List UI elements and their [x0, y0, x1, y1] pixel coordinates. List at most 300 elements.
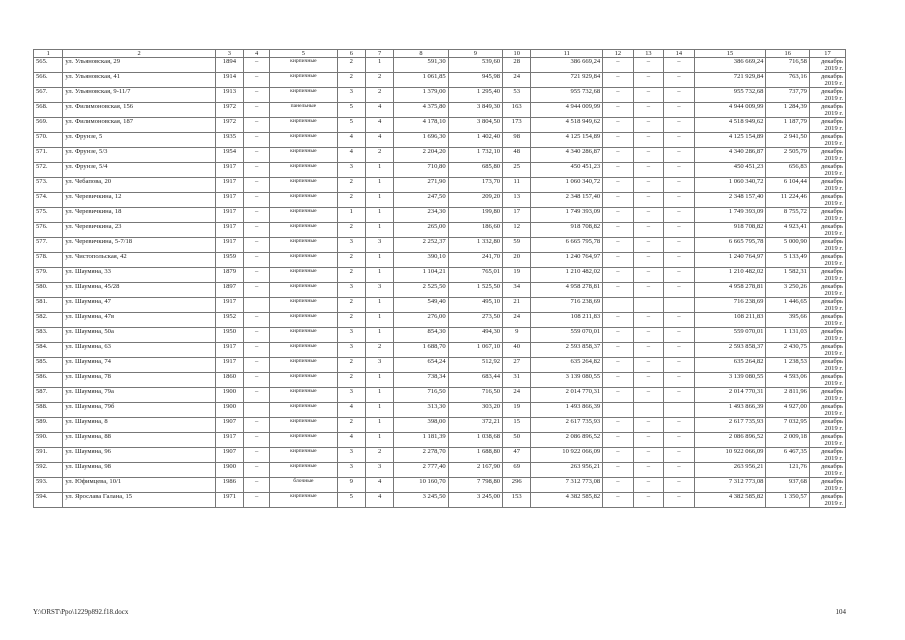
- cell-cost-total: 263 956,21: [531, 463, 603, 478]
- cell-entrances: 3: [365, 283, 393, 298]
- cell-cost-fund: –: [603, 163, 633, 178]
- cell-cost-total: 2 086 896,52: [531, 433, 603, 448]
- cell-cost-budget: –: [633, 193, 663, 208]
- table-row: [34, 118, 846, 133]
- cell-address: ул. Шаумяна, 47в: [63, 313, 215, 328]
- cell-completion-term: декабрь 2019 г.: [809, 118, 845, 133]
- cell-year-reconstructed: –: [244, 73, 270, 88]
- cell-total-area: 276,00: [394, 313, 448, 328]
- cell-year-reconstructed: –: [244, 118, 270, 133]
- cell-row-number: 580.: [34, 283, 63, 298]
- cell-row-number: 571.: [34, 148, 63, 163]
- cell-cost-total-2: 3 139 080,55: [694, 373, 766, 388]
- cell-cost-total-2: 635 264,82: [694, 358, 766, 373]
- cell-cost-owners: –: [664, 103, 694, 118]
- column-number-header: 12: [603, 50, 633, 58]
- cell-cost-fund: –: [603, 313, 633, 328]
- cell-year-reconstructed: –: [244, 493, 270, 508]
- cell-entrances: 1: [365, 163, 393, 178]
- table-row: [34, 178, 846, 193]
- cell-year-built: 1986: [215, 478, 243, 493]
- cell-cost-budget: –: [633, 478, 663, 493]
- cell-cost-budget: –: [633, 208, 663, 223]
- cell-address: ул. Шаумяна, 96: [63, 448, 215, 463]
- column-number-header: 13: [633, 50, 663, 58]
- cell-year-reconstructed: –: [244, 388, 270, 403]
- cell-living-area: 186,60: [448, 223, 502, 238]
- cell-cost-per-m2: 3 250,26: [766, 283, 810, 298]
- cell-total-area: 265,00: [394, 223, 448, 238]
- cell-address: ул. Шаумяна, 63: [63, 343, 215, 358]
- table-row: [34, 283, 846, 298]
- cell-row-number: 574.: [34, 193, 63, 208]
- cell-completion-term: декабрь 2019 г.: [809, 163, 845, 178]
- cell-cost-owners: –: [664, 433, 694, 448]
- cell-completion-term: декабрь 2019 г.: [809, 148, 845, 163]
- column-number-header: 14: [664, 50, 694, 58]
- cell-year-reconstructed: –: [244, 343, 270, 358]
- cell-cost-budget: –: [633, 388, 663, 403]
- table-row: [34, 148, 846, 163]
- cell-total-area: 854,30: [394, 328, 448, 343]
- cell-completion-term: декабрь 2019 г.: [809, 493, 845, 508]
- cell-wall-material: кирпичные: [270, 133, 337, 148]
- cell-cost-total-2: 2 617 735,93: [694, 418, 766, 433]
- cell-year-reconstructed: [244, 403, 270, 418]
- cell-cost-per-m2: 763,16: [766, 73, 810, 88]
- cell-floors: 2: [337, 298, 365, 313]
- cell-cost-owners: –: [664, 283, 694, 298]
- cell-row-number: 576.: [34, 223, 63, 238]
- column-number-header: 1: [34, 50, 63, 58]
- cell-completion-term: декабрь 2019 г.: [809, 298, 845, 313]
- cell-wall-material: кирпичные: [270, 268, 337, 283]
- cell-completion-term: декабрь 2019 г.: [809, 418, 845, 433]
- table-row: [34, 208, 846, 223]
- cell-entrances: 4: [365, 478, 393, 493]
- cell-year-built: 1917: [215, 223, 243, 238]
- cell-cost-total: 4 340 286,87: [531, 148, 603, 163]
- cell-wall-material: кирпичные: [270, 388, 337, 403]
- cell-total-area: 1 104,21: [394, 268, 448, 283]
- cell-living-area: 945,98: [448, 73, 502, 88]
- cell-cost-budget: –: [633, 118, 663, 133]
- cell-floors: 2: [337, 268, 365, 283]
- cell-year-reconstructed: –: [244, 283, 270, 298]
- cell-cost-total: 918 708,82: [531, 223, 603, 238]
- cell-year-reconstructed: –: [244, 268, 270, 283]
- table-row: [34, 388, 846, 403]
- cell-wall-material: кирпичные: [270, 208, 337, 223]
- cell-cost-total: 7 312 773,08: [531, 478, 603, 493]
- cell-cost-per-m2: 2 505,79: [766, 148, 810, 163]
- cell-residents: 34: [503, 283, 531, 298]
- cell-total-area: 1 379,00: [394, 88, 448, 103]
- cell-cost-per-m2: 5 000,90: [766, 238, 810, 253]
- cell-cost-per-m2: 1 582,31: [766, 268, 810, 283]
- table-row: [34, 73, 846, 88]
- cell-row-number: 584.: [34, 343, 63, 358]
- cell-floors: 5: [337, 118, 365, 133]
- cell-living-area: 1 295,40: [448, 88, 502, 103]
- cell-floors: 2: [337, 313, 365, 328]
- cell-year-reconstructed: –: [244, 163, 270, 178]
- table-row: [34, 238, 846, 253]
- cell-row-number: 582.: [34, 313, 63, 328]
- cell-living-area: 173,70: [448, 178, 502, 193]
- cell-cost-owners: –: [664, 343, 694, 358]
- cell-cost-budget: –: [633, 418, 663, 433]
- cell-total-area: 591,30: [394, 58, 448, 73]
- cell-row-number: 585.: [34, 358, 63, 373]
- cell-row-number: 568.: [34, 103, 63, 118]
- column-number-header: 4: [244, 50, 270, 58]
- cell-row-number: 587.: [34, 388, 63, 403]
- cell-completion-term: декабрь 2019 г.: [809, 373, 845, 388]
- cell-wall-material: кирпичные: [270, 253, 337, 268]
- cell-row-number: 588.: [34, 403, 63, 418]
- cell-cost-owners: –: [664, 313, 694, 328]
- cell-address: ул. Черевичкина, 23: [63, 223, 215, 238]
- cell-cost-total-2: 4 382 585,82: [694, 493, 766, 508]
- cell-floors: 2: [337, 73, 365, 88]
- column-number-header: 2: [63, 50, 215, 58]
- cell-floors: 5: [337, 493, 365, 508]
- cell-year-built: 1935: [215, 133, 243, 148]
- cell-cost-owners: –: [664, 328, 694, 343]
- cell-wall-material: кирпичные: [270, 298, 337, 313]
- cell-residents: 25: [503, 163, 531, 178]
- cell-cost-fund: –: [603, 178, 633, 193]
- table-body: [34, 58, 846, 508]
- cell-address: ул. Шаумяна, 45/28: [63, 283, 215, 298]
- column-number-header: 16: [766, 50, 810, 58]
- cell-cost-total: 10 922 066,09: [531, 448, 603, 463]
- cell-cost-budget: –: [633, 223, 663, 238]
- cell-floors: 2: [337, 223, 365, 238]
- cell-cost-per-m2: 2 009,18: [766, 433, 810, 448]
- cell-year-reconstructed: –: [244, 193, 270, 208]
- cell-cost-budget: –: [633, 73, 663, 88]
- cell-residents: 153: [503, 493, 531, 508]
- page-number: 104: [835, 608, 846, 616]
- cell-completion-term: декабрь 2019 г.: [809, 433, 845, 448]
- cell-year-built: 1900: [215, 463, 243, 478]
- cell-year-reconstructed: –: [244, 373, 270, 388]
- cell-entrances: 1: [365, 418, 393, 433]
- cell-row-number: 565.: [34, 58, 63, 73]
- cell-year-built: 1879: [215, 268, 243, 283]
- cell-entrances: 1: [365, 223, 393, 238]
- cell-total-area: 1 688,70: [394, 343, 448, 358]
- cell-living-area: 683,44: [448, 373, 502, 388]
- table-row: [34, 478, 846, 493]
- cell-year-reconstructed: –: [244, 313, 270, 328]
- cell-year-built: 1952: [215, 313, 243, 328]
- cell-residents: 28: [503, 58, 531, 73]
- cell-entrances: 1: [365, 253, 393, 268]
- cell-row-number: 569.: [34, 118, 63, 133]
- cell-year-reconstructed: –: [244, 208, 270, 223]
- cell-cost-per-m2: 737,79: [766, 88, 810, 103]
- cell-year-built: 1950: [215, 328, 243, 343]
- cell-cost-owners: –: [664, 178, 694, 193]
- cell-cost-fund: –: [603, 223, 633, 238]
- cell-cost-per-m2: 8 755,72: [766, 208, 810, 223]
- cell-completion-term: декабрь 2019 г.: [809, 448, 845, 463]
- cell-cost-per-m2: 656,83: [766, 163, 810, 178]
- cell-address: ул. Шаумяна, 47: [63, 298, 215, 313]
- cell-address: ул. Фрунзе, 5: [63, 133, 215, 148]
- cell-total-area: 2 525,50: [394, 283, 448, 298]
- cell-year-reconstructed: –: [244, 148, 270, 163]
- table-row: [34, 193, 846, 208]
- cell-cost-budget: –: [633, 178, 663, 193]
- cell-row-number: 577.: [34, 238, 63, 253]
- cell-completion-term: декабрь 2019 г.: [809, 358, 845, 373]
- cell-cost-total-2: 2 593 858,37: [694, 343, 766, 358]
- cell-cost-budget: [633, 298, 663, 313]
- cell-year-reconstructed: –: [244, 88, 270, 103]
- cell-total-area: 271,90: [394, 178, 448, 193]
- cell-year-built: 1917: [215, 358, 243, 373]
- cell-cost-owners: –: [664, 388, 694, 403]
- cell-cost-owners: –: [664, 448, 694, 463]
- cell-cost-total-2: 2 014 770,31: [694, 388, 766, 403]
- cell-cost-owners: –: [664, 373, 694, 388]
- cell-living-area: 1 688,80: [448, 448, 502, 463]
- cell-wall-material: кирпичные: [270, 493, 337, 508]
- cell-address: ул. Чебапова, 20: [63, 178, 215, 193]
- cell-cost-total-2: 918 708,82: [694, 223, 766, 238]
- cell-total-area: 390,10: [394, 253, 448, 268]
- cell-living-area: 1 332,80: [448, 238, 502, 253]
- cell-wall-material: кирпичные: [270, 88, 337, 103]
- cell-cost-owners: –: [664, 358, 694, 373]
- cell-floors: 3: [337, 283, 365, 298]
- cell-living-area: 2 167,90: [448, 463, 502, 478]
- cell-address: ул. Шаумяна, 98: [63, 463, 215, 478]
- cell-living-area: 241,70: [448, 253, 502, 268]
- cell-cost-owners: –: [664, 88, 694, 103]
- cell-residents: 173: [503, 118, 531, 133]
- cell-wall-material: блочные: [270, 478, 337, 493]
- cell-cost-fund: –: [603, 193, 633, 208]
- cell-wall-material: кирпичные: [270, 223, 337, 238]
- cell-cost-per-m2: 937,68: [766, 478, 810, 493]
- cell-wall-material: кирпичные: [270, 433, 337, 448]
- cell-cost-total: 635 264,82: [531, 358, 603, 373]
- cell-cost-fund: –: [603, 73, 633, 88]
- cell-year-reconstructed: –: [244, 178, 270, 193]
- cell-completion-term: декабрь 2019 г.: [809, 253, 845, 268]
- cell-cost-fund: –: [603, 343, 633, 358]
- cell-row-number: 572.: [34, 163, 63, 178]
- cell-cost-owners: [664, 298, 694, 313]
- cell-cost-fund: [603, 298, 633, 313]
- cell-total-area: 1 181,39: [394, 433, 448, 448]
- cell-cost-total: 1 060 340,72: [531, 178, 603, 193]
- column-number-header: 7: [365, 50, 393, 58]
- cell-total-area: 398,00: [394, 418, 448, 433]
- cell-entrances: 1: [365, 433, 393, 448]
- cell-year-reconstructed: –: [244, 103, 270, 118]
- cell-row-number: 566.: [34, 73, 63, 88]
- cell-residents: 24: [503, 388, 531, 403]
- cell-cost-total-2: 263 956,21: [694, 463, 766, 478]
- cell-entrances: 3: [365, 238, 393, 253]
- cell-year-built: 1900: [215, 388, 243, 403]
- cell-row-number: 594.: [34, 493, 63, 508]
- column-number-header: 9: [448, 50, 502, 58]
- cell-address: ул. Черевичкина, 5-7/18: [63, 238, 215, 253]
- cell-entrances: 1: [365, 208, 393, 223]
- cell-total-area: 2 252,37: [394, 238, 448, 253]
- cell-residents: 59: [503, 238, 531, 253]
- cell-entrances: 3: [365, 463, 393, 478]
- cell-residents: 98: [503, 133, 531, 148]
- cell-wall-material: кирпичные: [270, 118, 337, 133]
- cell-cost-fund: –: [603, 133, 633, 148]
- cell-address: ул. Шаумяна, 88: [63, 433, 215, 448]
- cell-cost-fund: –: [603, 58, 633, 73]
- cell-year-built: 1971: [215, 493, 243, 508]
- cell-wall-material: кирпичные: [270, 343, 337, 358]
- cell-cost-total-2: 716 238,69: [694, 298, 766, 313]
- cell-wall-material: кирпичные: [270, 463, 337, 478]
- cell-year-reconstructed: –: [244, 238, 270, 253]
- cell-address: ул. Шаумяна, 33: [63, 268, 215, 283]
- cell-total-area: 3 245,50: [394, 493, 448, 508]
- cell-cost-fund: –: [603, 283, 633, 298]
- table-row: [34, 223, 846, 238]
- cell-address: ул. Фрунзе, 5/4: [63, 163, 215, 178]
- cell-residents: 15: [503, 418, 531, 433]
- cell-year-reconstructed: –: [244, 58, 270, 73]
- housing-register-table: [33, 49, 846, 508]
- cell-floors: 4: [337, 403, 365, 418]
- cell-floors: 1: [337, 208, 365, 223]
- cell-cost-total-2: 4 125 154,89: [694, 133, 766, 148]
- cell-cost-per-m2: 1 446,65: [766, 298, 810, 313]
- cell-cost-budget: –: [633, 283, 663, 298]
- cell-cost-budget: –: [633, 148, 663, 163]
- cell-cost-total-2: 4 518 949,62: [694, 118, 766, 133]
- cell-cost-total-2: 1 493 866,39: [694, 403, 766, 418]
- cell-wall-material: кирпичные: [270, 418, 337, 433]
- cell-floors: 3: [337, 328, 365, 343]
- cell-residents: 13: [503, 193, 531, 208]
- cell-cost-total: 559 070,01: [531, 328, 603, 343]
- cell-cost-total-2: 2 086 896,52: [694, 433, 766, 448]
- cell-cost-total: 2 014 770,31: [531, 388, 603, 403]
- cell-entrances: 2: [365, 73, 393, 88]
- cell-floors: 2: [337, 193, 365, 208]
- cell-cost-budget: –: [633, 163, 663, 178]
- cell-cost-fund: –: [603, 328, 633, 343]
- cell-total-area: 313,30: [394, 403, 448, 418]
- cell-entrances: 1: [365, 313, 393, 328]
- cell-cost-total: 1 749 393,09: [531, 208, 603, 223]
- cell-living-area: 3 849,30: [448, 103, 502, 118]
- cell-residents: 31: [503, 373, 531, 388]
- cell-entrances: 1: [365, 403, 393, 418]
- cell-cost-total-2: 4 958 278,81: [694, 283, 766, 298]
- cell-cost-total-2: 4 944 009,99: [694, 103, 766, 118]
- cell-cost-budget: –: [633, 88, 663, 103]
- cell-cost-owners: –: [664, 73, 694, 88]
- cell-wall-material: кирпичные: [270, 313, 337, 328]
- column-number-row: [34, 50, 846, 58]
- cell-wall-material: кирпичные: [270, 58, 337, 73]
- cell-entrances: 1: [365, 373, 393, 388]
- cell-cost-total-2: 1 240 764,97: [694, 253, 766, 268]
- cell-address: ул. Шаумяна, 79б: [63, 403, 215, 418]
- cell-cost-per-m2: 6 104,44: [766, 178, 810, 193]
- cell-cost-budget: –: [633, 358, 663, 373]
- cell-completion-term: декабрь 2019 г.: [809, 178, 845, 193]
- cell-completion-term: декабрь 2019 г.: [809, 313, 845, 328]
- cell-year-built: 1907: [215, 448, 243, 463]
- table-row: [34, 268, 846, 283]
- cell-cost-fund: –: [603, 478, 633, 493]
- cell-wall-material: кирпичные: [270, 73, 337, 88]
- column-number-header: 15: [694, 50, 766, 58]
- cell-residents: 48: [503, 148, 531, 163]
- cell-living-area: 765,01: [448, 268, 502, 283]
- cell-residents: 69: [503, 463, 531, 478]
- table-row: [34, 298, 846, 313]
- cell-row-number: 590.: [34, 433, 63, 448]
- cell-cost-fund: –: [603, 268, 633, 283]
- cell-cost-owners: –: [664, 133, 694, 148]
- column-number-header: 11: [531, 50, 603, 58]
- cell-cost-per-m2: 2 430,75: [766, 343, 810, 358]
- cell-completion-term: декабрь 2019 г.: [809, 328, 845, 343]
- cell-cost-owners: –: [664, 493, 694, 508]
- cell-floors: 2: [337, 358, 365, 373]
- cell-row-number: 581.: [34, 298, 63, 313]
- cell-cost-fund: [603, 403, 633, 418]
- table-row: [34, 163, 846, 178]
- cell-residents: 17: [503, 208, 531, 223]
- cell-year-reconstructed: –: [244, 328, 270, 343]
- cell-wall-material: кирпичные: [270, 193, 337, 208]
- cell-wall-material: кирпичные: [270, 148, 337, 163]
- cell-address: ул. Шаумяна, 8: [63, 418, 215, 433]
- cell-floors: 9: [337, 478, 365, 493]
- cell-cost-budget: –: [633, 328, 663, 343]
- cell-cost-total: 2 617 735,93: [531, 418, 603, 433]
- cell-wall-material: кирпичные: [270, 403, 337, 418]
- cell-row-number: 586.: [34, 373, 63, 388]
- cell-completion-term: декабрь 2019 г.: [809, 88, 845, 103]
- cell-year-reconstructed: [244, 298, 270, 313]
- cell-total-area: 710,80: [394, 163, 448, 178]
- cell-entrances: 4: [365, 103, 393, 118]
- cell-entrances: 1: [365, 193, 393, 208]
- cell-cost-budget: –: [633, 463, 663, 478]
- table-row: [34, 103, 846, 118]
- cell-living-area: 1 038,68: [448, 433, 502, 448]
- cell-cost-budget: [633, 403, 663, 418]
- cell-cost-budget: –: [633, 493, 663, 508]
- cell-living-area: 273,50: [448, 313, 502, 328]
- cell-address: ул. Шаумяна, 50а: [63, 328, 215, 343]
- cell-cost-owners: –: [664, 163, 694, 178]
- cell-cost-owners: –: [664, 208, 694, 223]
- cell-cost-total-2: 10 922 066,09: [694, 448, 766, 463]
